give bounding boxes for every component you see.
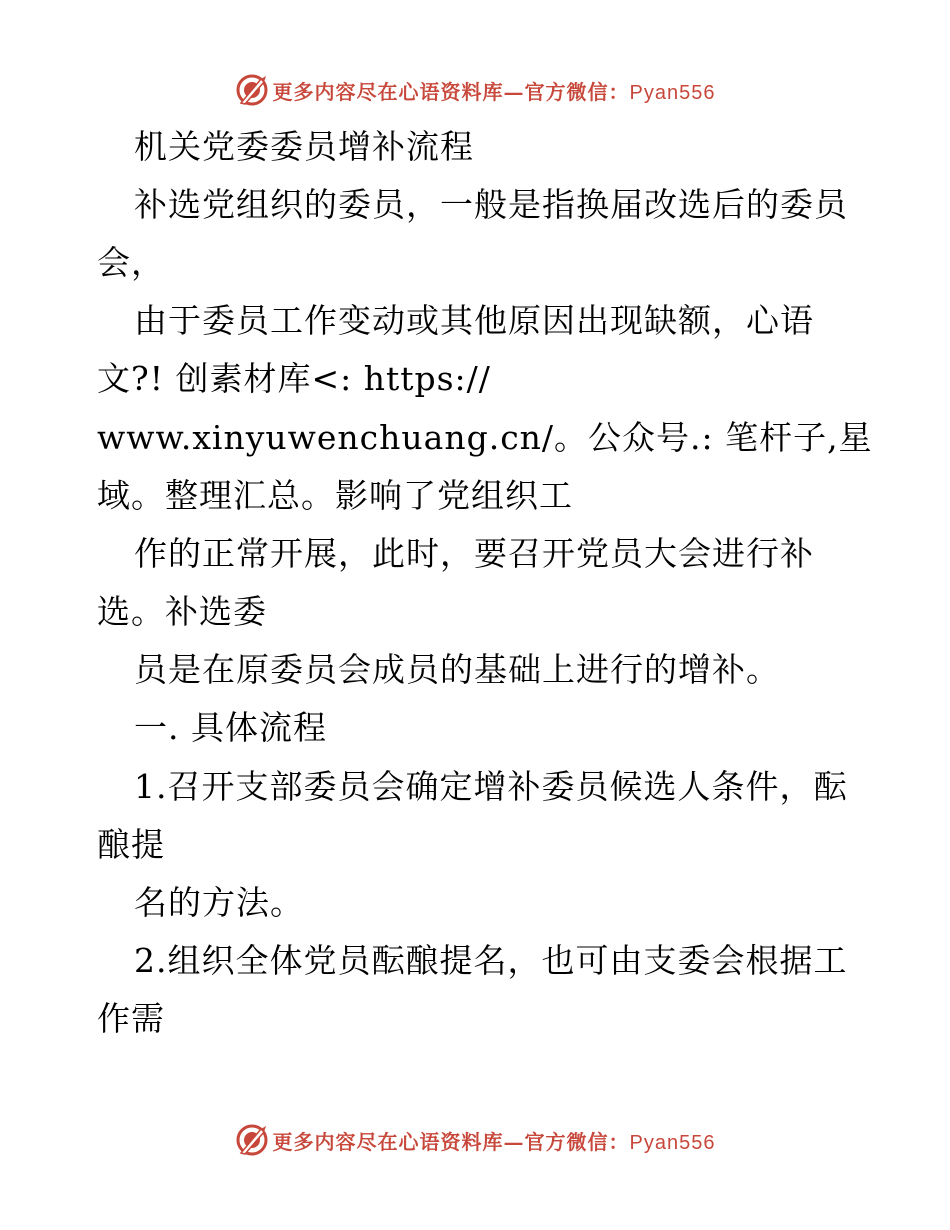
- paragraph-line: 员是在原委员会成员的基础上进行的增补。: [134, 650, 780, 689]
- paragraph-line: 2.组织全体党员酝酿提名，也可由支委会根据工: [134, 941, 848, 980]
- watermark-wechat-id: Pyan556: [629, 1131, 716, 1154]
- document-title: 机关党委委员增补流程: [134, 127, 474, 166]
- watermark-separator: —: [503, 1129, 525, 1154]
- watermark-wechat-label: 官方微信：: [524, 79, 630, 104]
- paragraph-line: 1.召开支部委员会确定增补委员候选人条件，酝: [134, 767, 848, 806]
- paragraph-line: 补选党组织的委员，一般是指换届改选后的委员: [134, 185, 848, 224]
- paragraph-line: 由于委员工作变动或其他原因出现缺额，心语: [134, 301, 814, 340]
- watermark-site-text: 更多内容尽在心语资料库: [272, 1129, 504, 1154]
- quill-seal-icon: [235, 1123, 269, 1157]
- paragraph-line: 选。补选委: [97, 592, 267, 631]
- paragraph-line: 域。整理汇总。影响了党组织工: [97, 476, 573, 515]
- watermark-site-text: 更多内容尽在心语资料库: [272, 79, 504, 104]
- watermark-separator: —: [503, 79, 525, 104]
- quill-seal-icon: [235, 73, 269, 107]
- paragraph-line: 作的正常开展，此时，要召开党员大会进行补: [134, 534, 814, 573]
- section-heading: 一. 具体流程: [134, 708, 327, 747]
- paragraph-line: 名的方法。: [134, 883, 304, 922]
- paragraph-line: 会，: [97, 243, 165, 282]
- footer-watermark: [0, 1120, 950, 1160]
- header-watermark: [0, 70, 950, 110]
- watermark-wechat-id: Pyan556: [629, 81, 716, 104]
- watermark-wechat-label: 官方微信：: [524, 1129, 630, 1154]
- paragraph-line: 作需: [97, 999, 165, 1038]
- paragraph-line: 酿提: [97, 825, 165, 864]
- paragraph-line: www.xinyuwenchuang.cn/。公众号.: 笔杆子,星: [97, 418, 873, 457]
- paragraph-line: 文?! 创素材库<: https://: [97, 359, 491, 398]
